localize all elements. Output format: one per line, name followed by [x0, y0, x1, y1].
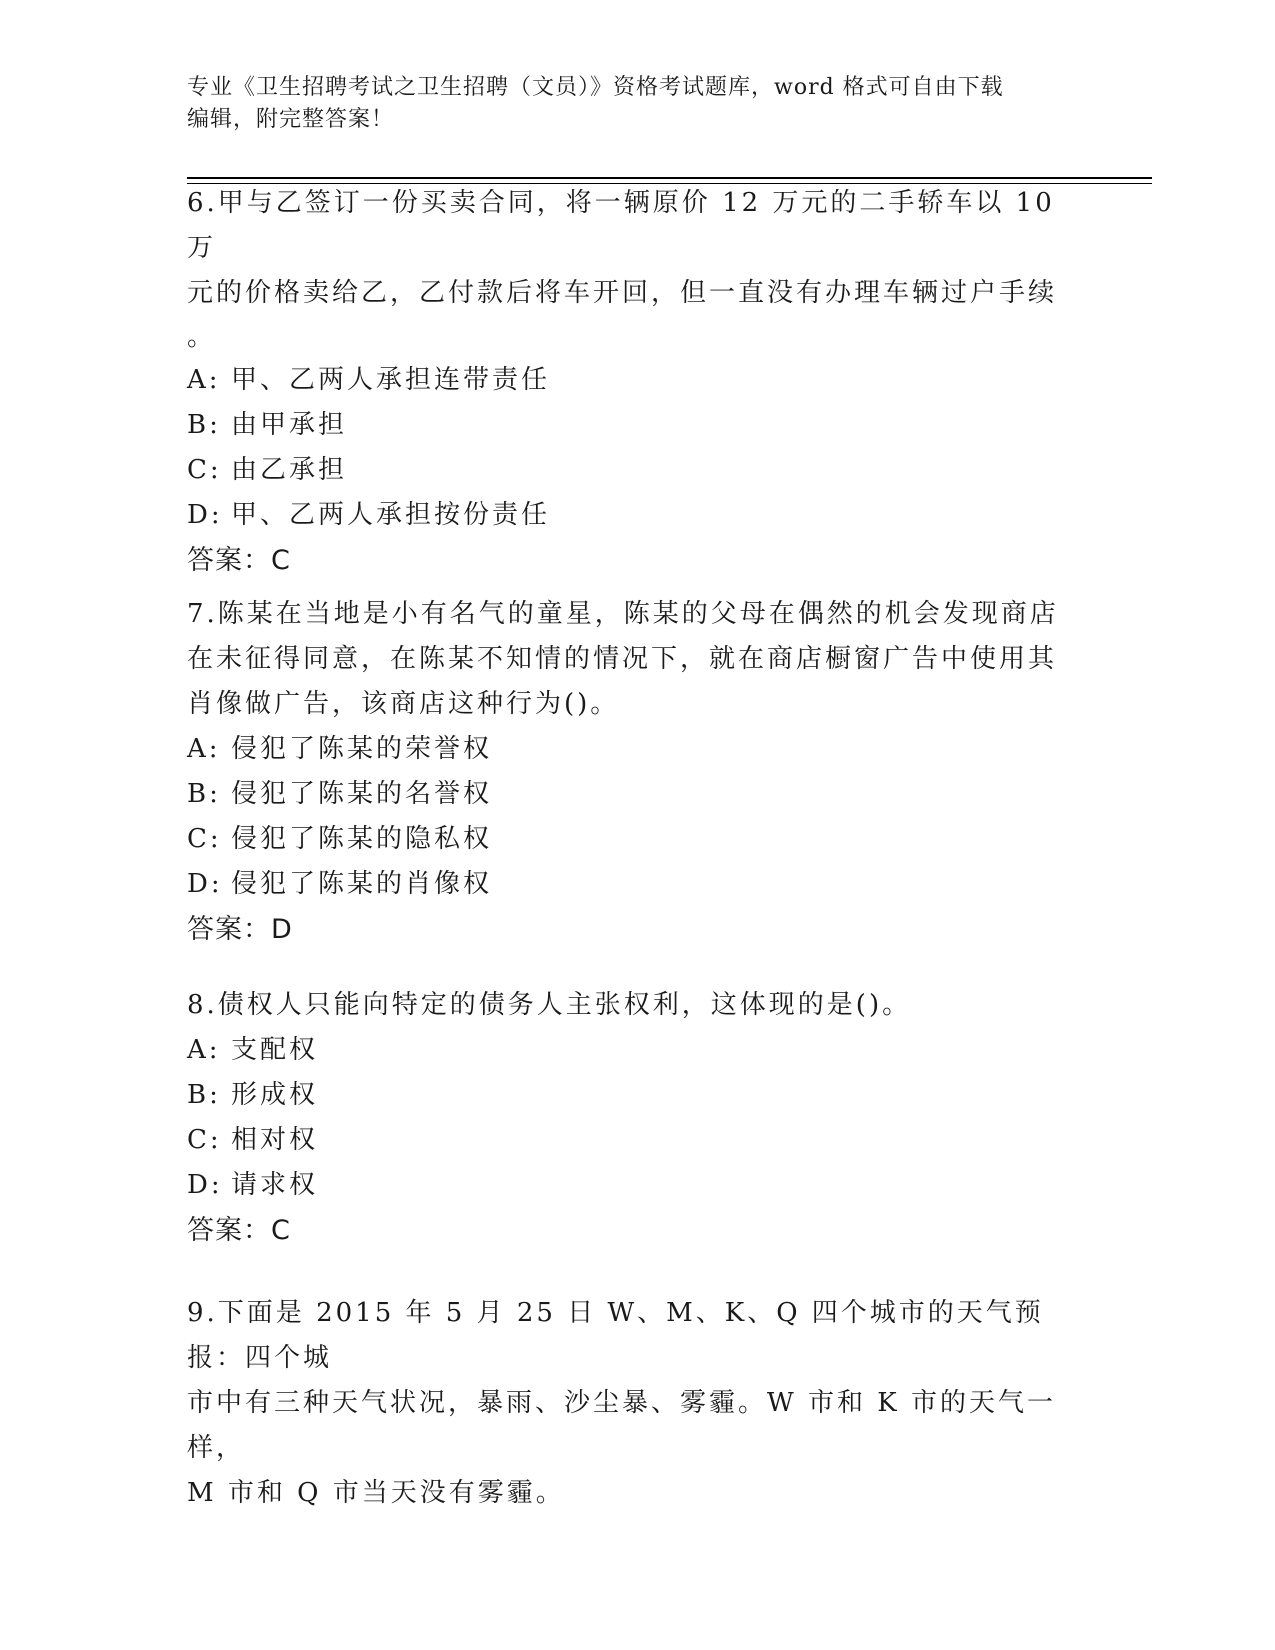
answer-line: 答案：C: [187, 1215, 291, 1246]
option-letter: B:: [187, 1080, 221, 1110]
question-8: [187, 983, 1067, 1253]
option-letter: D:: [187, 869, 223, 899]
question-stem-line: M 市和 Q 市当天没有雾霾。: [187, 1478, 565, 1508]
question-stem-line: 元的价格卖给乙，乙付款后将车开回，但一直没有办理车辆过户手续: [187, 278, 1058, 308]
option-letter: D:: [187, 500, 223, 530]
answer-line: 答案：C: [187, 545, 291, 576]
option-text: 由乙承担: [231, 455, 348, 485]
option-letter: C:: [187, 455, 222, 485]
option-text: 形成权: [231, 1080, 319, 1110]
question-stem-line: 在未征得同意，在陈某不知情的情况下，就在商店橱窗广告中使用其: [187, 644, 1058, 674]
option-c: [187, 817, 1067, 862]
header-line-2: 编辑，附完整答案！: [187, 107, 395, 132]
option-text: 支配权: [231, 1035, 319, 1065]
option-b: [187, 772, 1067, 817]
option-letter: C:: [187, 1125, 222, 1155]
question-9: [187, 1291, 1067, 1516]
question-stem-line: 市中有三种天气状况，暴雨、沙尘暴、雾霾。W 市和 K 市的天气一样，: [187, 1388, 1056, 1463]
question-stem-line: 6.甲与乙签订一份买卖合同，将一辆原价 12 万元的二手轿车以 10 万: [187, 188, 1055, 263]
option-letter: B:: [187, 410, 221, 440]
option-text: 相对权: [231, 1125, 319, 1155]
option-letter: A:: [187, 734, 221, 764]
header-line-1: 专业《卫生招聘考试之卫生招聘（文员）》资格考试题库，word 格式可自由下载: [187, 75, 1004, 100]
option-c: [187, 1118, 1067, 1163]
option-text: 甲、乙两人承担按份责任: [231, 500, 551, 530]
question-6: [187, 181, 1067, 583]
question-stem-line: 肖像做广告，该商店这种行为()。: [187, 689, 620, 719]
question-stem-line: 。: [187, 322, 217, 352]
option-text: 侵犯了陈某的肖像权: [231, 869, 493, 899]
document-header: [187, 72, 1087, 136]
option-letter: A:: [187, 365, 221, 395]
question-stem-line: 9.下面是 2015 年 5 月 25 日 W、M、K、Q 四个城市的天气预报：四个城: [187, 1298, 1044, 1373]
option-letter: B:: [187, 779, 221, 809]
option-letter: C:: [187, 824, 222, 854]
option-text: 侵犯了陈某的隐私权: [231, 824, 493, 854]
option-text: 甲、乙两人承担连带责任: [231, 365, 551, 395]
option-text: 侵犯了陈某的名誉权: [231, 779, 493, 809]
question-stem-line: 7.陈某在当地是小有名气的童星，陈某的父母在偶然的机会发现商店: [187, 599, 1059, 629]
option-a: [187, 727, 1067, 772]
option-a: [187, 1028, 1067, 1073]
question-stem-line: 8.债权人只能向特定的债务人主张权利，这体现的是()。: [187, 990, 912, 1020]
option-text: 由甲承担: [231, 410, 348, 440]
answer-line: 答案：D: [187, 914, 293, 945]
header-divider-thick: [187, 177, 1152, 179]
option-b: [187, 1073, 1067, 1118]
option-d: [187, 493, 1067, 538]
question-7: [187, 592, 1067, 952]
option-d: [187, 1163, 1067, 1208]
option-a: [187, 358, 1067, 403]
option-letter: D:: [187, 1170, 223, 1200]
option-letter: A:: [187, 1035, 221, 1065]
option-c: [187, 448, 1067, 493]
option-text: 请求权: [231, 1170, 319, 1200]
option-b: [187, 403, 1067, 448]
option-d: [187, 862, 1067, 907]
option-text: 侵犯了陈某的荣誉权: [231, 734, 493, 764]
